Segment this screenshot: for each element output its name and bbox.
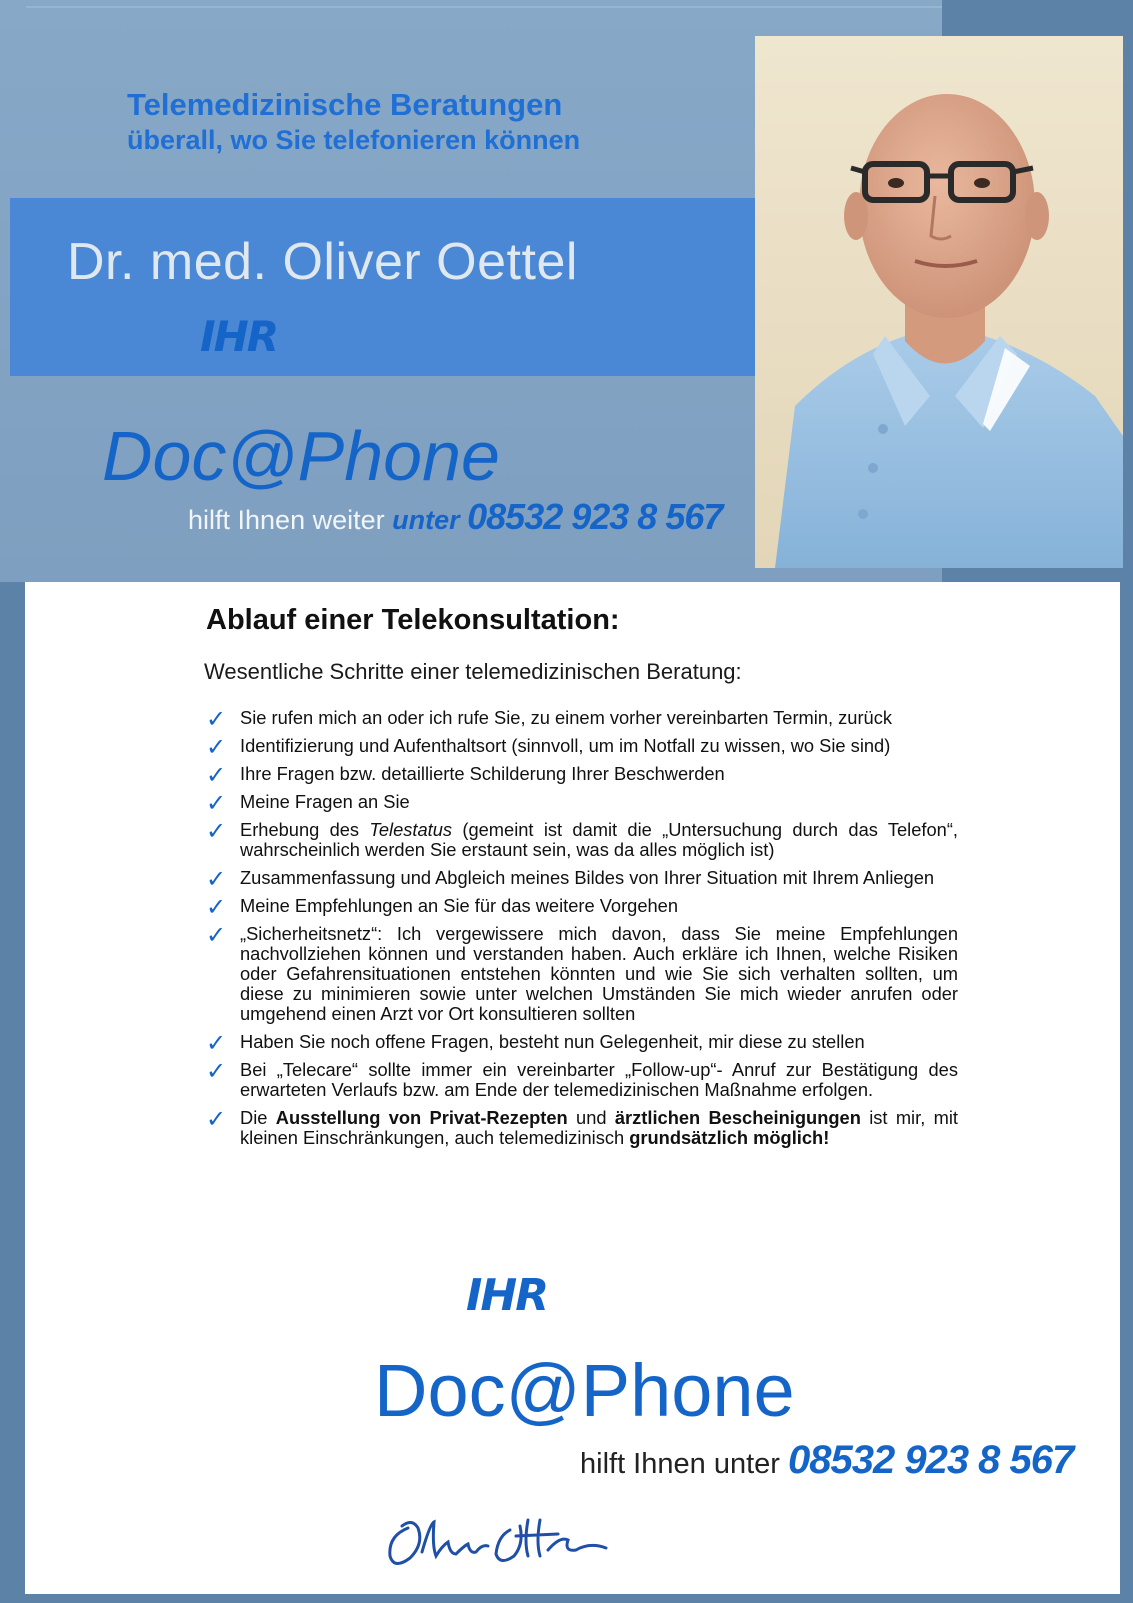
tagline-line2: überall, wo Sie telefonieren können	[127, 125, 581, 155]
helps-text: hilft Ihnen weiter	[188, 505, 393, 535]
list-item	[206, 817, 958, 860]
list-item	[206, 1057, 958, 1100]
checkmark-icon: ✓	[206, 893, 227, 921]
step-text: Meine Empfehlungen an Sie für das weitere Vorgehen	[240, 895, 679, 916]
phone-number-bottom: 08532 923 8 567	[787, 1438, 1074, 1482]
header-topline	[26, 6, 942, 8]
ihr-script-top: IHR	[200, 312, 278, 361]
step-text: Haben Sie noch offene Fragen, besteht nun Gelegenheit, mir diese zu stellen	[240, 1031, 865, 1052]
helps-unter: unter	[392, 505, 468, 535]
brand-logo-top: Doc@Phone	[102, 417, 500, 495]
section-subtitle: Wesentliche Schritte einer telemedizinischen Beratung:	[204, 659, 742, 684]
step-text: Identifizierung und Aufenthaltsort (sinnvoll, um im Notfall zu wissen, wo Sie sind)	[240, 735, 891, 756]
step-text-em: Telestatus	[369, 819, 453, 840]
tagline	[127, 86, 580, 157]
checkmark-icon: ✓	[206, 733, 227, 761]
helps-text-bottom: hilft Ihnen unter	[580, 1448, 788, 1480]
checkmark-icon: ✓	[206, 1029, 227, 1057]
tagline-line1: Telemedizinische Beratungen	[127, 87, 563, 122]
step-text: Zusammenfassung und Abgleich meines Bildes von Ihrer Situation mit Ihrem Anliegen	[240, 867, 935, 888]
checkmark-icon: ✓	[206, 1057, 227, 1085]
list-item	[206, 893, 958, 921]
phone-number-top: 08532 923 8 567	[467, 496, 723, 537]
step-text-b3: grundsätzlich möglich!	[629, 1127, 830, 1148]
ihr-script-bottom: IHR	[466, 1270, 548, 1321]
step-text-p1: Die	[240, 1107, 276, 1128]
step-text: Ihre Fragen bzw. detaillierte Schilderung Ihrer Beschwerden	[240, 763, 725, 784]
step-text-post: (gemeint ist damit die „Untersuchung durch das Telefon“, wahrscheinlich werden Sie erstaunt sein, was da alles möglich ist)	[240, 819, 958, 860]
step-text	[240, 819, 958, 860]
list-item	[206, 789, 958, 817]
checkmark-icon: ✓	[206, 1105, 227, 1133]
step-text: „Sicherheitsnetz“: Ich vergewissere mich davon, dass Sie meine Empfehlungen nachvollziehen können und verstanden haben. Auch erkläre ich Ihnen, welche Risiken oder Gefahrensituationen entstehen könnten und wie Sie sich verhalten sollten, um diese zu minimieren sowie unter welchen Umständen Sie mich wieder anrufen oder umgehend einen Arzt vor Ort konsultieren sollten	[240, 923, 958, 1024]
checkmark-icon: ✓	[206, 865, 227, 893]
checkmark-icon: ✓	[206, 705, 227, 733]
helps-line-bottom	[580, 1438, 1073, 1483]
doctor-portrait	[755, 36, 1123, 568]
step-text-b2: ärztlichen Bescheinigungen	[614, 1107, 861, 1128]
checkmark-icon: ✓	[206, 789, 227, 817]
step-text: Sie rufen mich an oder ich rufe Sie, zu einem vorher vereinbarten Termin, zurück	[240, 707, 893, 728]
signature	[378, 1506, 628, 1576]
brand-logo-bottom: Doc@Phone	[374, 1349, 795, 1432]
doctor-name: Dr. med. Oliver Oettel	[67, 233, 578, 291]
list-item	[206, 1105, 958, 1148]
list-item	[206, 1029, 958, 1057]
checkmark-icon: ✓	[206, 761, 227, 789]
step-text: Meine Fragen an Sie	[240, 791, 410, 812]
steps-list	[206, 705, 958, 1156]
list-item	[206, 705, 958, 733]
list-item	[206, 921, 958, 1024]
checkmark-icon: ✓	[206, 817, 227, 845]
section-title: Ablauf einer Telekonsultation:	[206, 604, 620, 636]
list-item	[206, 733, 958, 761]
step-text-pre: Erhebung des	[240, 819, 370, 840]
checkmark-icon: ✓	[206, 921, 227, 949]
list-item	[206, 865, 958, 893]
step-text-p2: und	[567, 1107, 615, 1128]
signature-icon	[378, 1506, 628, 1576]
step-text	[240, 1107, 958, 1148]
helps-line-top	[188, 496, 722, 538]
portrait-photo-icon	[755, 36, 1123, 568]
step-text-p3: ist mir, mit kleinen Einschränkungen, auch telemedizinisch	[240, 1107, 958, 1148]
step-text: Bei „Telecare“ sollte immer ein vereinbarter „Follow-up“- Anruf zur Bestätigung des erwarteten Verlaufs bzw. am Ende der telemedizinischen Maßnahme erfolgen.	[240, 1059, 958, 1100]
list-item	[206, 761, 958, 789]
step-text-b1: Ausstellung von Privat-Rezepten	[275, 1107, 568, 1128]
